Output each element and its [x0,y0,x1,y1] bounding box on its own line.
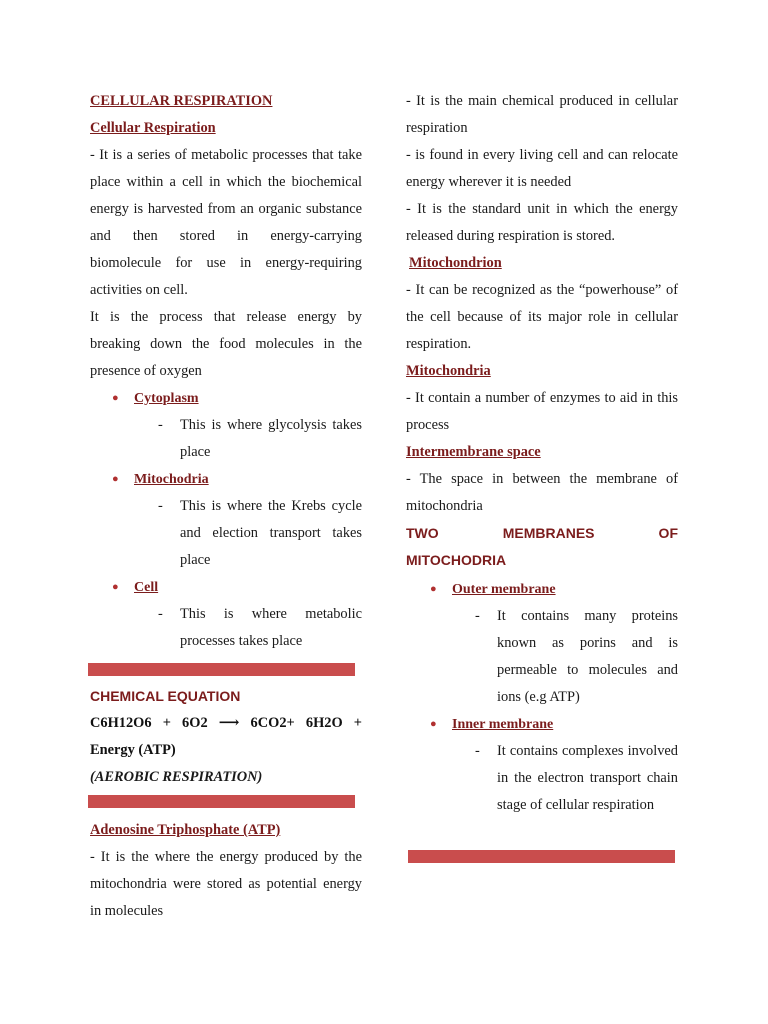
dash-icon: - [475,743,480,759]
bullet-mitochodria [112,466,362,493]
doc-title: CELLULAR RESPIRATION [90,93,273,109]
dash-icon: - [158,498,163,514]
sub-item-text: This is where glycolysis takes place [180,417,362,460]
mitochondrion-heading: Mitochondrion [409,255,502,271]
atp-paragraph: - It is the where the energy produced by the mitochondria were stored as potential energy in molecules [90,849,362,919]
bullet-icon: ● [112,392,119,404]
divider-bar [88,663,355,676]
bullet-cytoplasm [112,385,362,412]
atp-fact-1: - It is the main chemical produced in cellular respiration [406,93,678,136]
bullet-label: Cell [134,580,159,595]
bullet-inner-membrane [430,711,678,738]
sub-item-text: It contains complexes involved in the electron transport chain stage of cellular respiration [497,743,678,813]
definition-paragraph: - It is a series of metabolic processes that take place within a cell in which the biochemical energy is harvested from an organic substance and then stored in energy-carrying biomolecule for use in energy-requiring activities on cell. [90,147,362,298]
sub-item [475,738,678,819]
membranes-heading-line1: TWO MEMBRANES OF [406,525,678,541]
definition-paragraph-2: It is the process that release energy by breaking down the food molecules in the presence of oxygen [90,309,362,379]
membranes-heading-line2: MITOCHODRIA [406,552,507,568]
sub-item [158,493,362,574]
bullet-icon: ● [430,583,437,595]
bullet-label: Outer membrane [452,582,556,597]
atp-fact-3: - It is the standard unit in which the energy released during respiration is stored. [406,201,678,244]
intermembrane-heading: Intermembrane space [406,444,541,460]
bullet-label: Cytoplasm [134,391,199,406]
bullet-icon: ● [112,473,119,485]
sub-item-text: This is where metabolic processes takes place [180,606,362,649]
mitochondrion-paragraph: - It can be recognized as the “powerhouse” of the cell because of its major role in cellular respiration. [406,282,678,352]
bullet-icon: ● [112,581,119,593]
bullet-icon: ● [430,718,437,730]
bullet-label: Mitochodria [134,472,209,487]
section-heading-cellular-respiration: Cellular Respiration [90,120,216,136]
sub-item [158,601,362,655]
sub-item [158,412,362,466]
intermembrane-paragraph: - The space in between the membrane of mitochondria [406,471,678,514]
sub-item-text: This is where the Krebs cycle and election transport takes place [180,498,362,568]
chemical-equation: C6H12O6 + 6O2 ⟶ 6CO2+ 6H2O + Energy (ATP) [90,715,362,758]
dash-icon: - [158,417,163,433]
bullet-outer-membrane [430,576,678,603]
divider-bar [88,795,355,808]
equation-section [90,683,362,791]
bullet-cell [112,574,362,601]
mitochondria-heading: Mitochondria [406,363,491,379]
atp-fact-2: - is found in every living cell and can relocate energy wherever it is needed [406,147,678,190]
divider-bar [408,850,675,863]
equation-note: (AEROBIC RESPIRATION) [90,769,263,785]
atp-section [90,817,362,925]
bullet-label: Inner membrane [452,717,554,732]
mitochondria-paragraph: - It contain a number of enzymes to aid in this process [406,390,678,433]
dash-icon: - [475,608,480,624]
equation-heading: CHEMICAL EQUATION [90,688,241,704]
sub-item-text: It contains many proteins known as porins and is permeable to molecules and ions (e.g ATP) [497,608,678,705]
right-column [406,88,678,819]
atp-heading: Adenosine Triphosphate (ATP) [90,822,281,838]
dash-icon: - [158,606,163,622]
left-column [90,88,362,655]
sub-item [475,603,678,711]
